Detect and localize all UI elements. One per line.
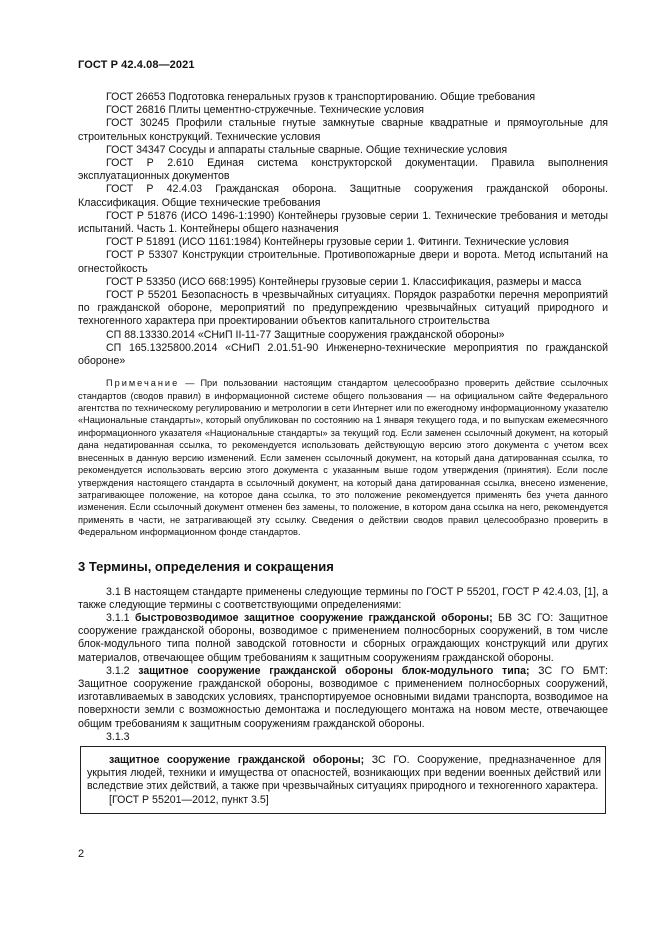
- term-3-1-3: [87, 754, 601, 794]
- section-title: 3 Термины, определения и сокращения: [78, 558, 334, 574]
- document-header: ГОСТ Р 42.4.08—2021: [78, 59, 195, 71]
- normative-references-list: [78, 91, 608, 368]
- note-text: — При пользовании настоящим стандартом целесообразно проверить действие ссылочных стандартов (сводов правил) в информационной системе общего пользования — на официальном сайте Федерального агентства по техническому регулированию и метрологии в сети Интернет или по ежегодному информационному указателю «Национальные стандарты», который опубликован по состоянию на 1 января текущего года, и по выпускам ежемесячного информационного указателя «Национальные стандарты» за текущий год. Если заменен ссылочный документ, на который дана недатированная ссылка, то рекомендуется использовать действующую версию этого документа с учетом всех внесенных в данную версию изменений. Если заменен ссылочный документ, на который дана датированная ссылка, то рекомендуется использовать версию этого документа с указанным выше годом утверждения (принятия). Если после утверждения настоящего стандарта в ссылочный документ, на который дана датированная ссылка, внесено изменение, затрагивающее положение, на которое дана ссылка, то это положение рекомендуется применять без учета данного изменения. Если ссылочный документ отменен без замены, то положение, в котором дана ссылка на него, рекомендуется применять в части, не затрагивающей эту ссылку. Сведения о действии сводов правил целесообразно проверить в Федеральном информационном фонде стандартов.: [78, 378, 608, 538]
- reference-item: ГОСТ 26653 Подготовка генеральных грузов к транспортированию. Общие требования: [106, 91, 536, 103]
- reference-item: ГОСТ Р 53350 (ИСО 668:1995) Контейнеры грузовые серии 1. Классификация, размеры и масса: [106, 275, 582, 288]
- reference-item: ГОСТ Р 55201 Безопасность в чрезвычайных ситуациях. Порядок разработки перечня мероприятий по гражданской обороне, мероприятий по предупреждению чрезвычайных ситуаций природного и техногенного характера при проектировании объектов капитального строительства: [78, 289, 608, 328]
- term-source: [ГОСТ Р 55201—2012, пункт 3.5]: [109, 793, 269, 806]
- reference-item: ГОСТ 30245 Профили стальные гнутые замкнутые сварные квадратные и прямоугольные для строительных конструкций. Технические условия: [78, 117, 608, 143]
- term-definition: ЗС ГО. Сооружение, предназначенное для укрытия людей, техники и имущества от опасностей, возникающих при ведении военных действий или вследствие этих действий, а также при чрезвычайных ситуациях природного и техногенного характера.: [87, 753, 601, 793]
- note-label: Примечание: [106, 378, 180, 389]
- reference-item: ГОСТ Р 51876 (ИСО 1496-1:1990) Контейнеры грузовые серии 1. Технические требования и методы испытаний. Часть 1. Контейнеры общего назначения: [78, 209, 608, 236]
- reference-item: ГОСТ 34347 Сосуды и аппараты стальные сварные. Общие технические условия: [106, 143, 508, 156]
- page-content: [78, 91, 608, 814]
- reference-item: ГОСТ Р 2.610 Единая система конструкторской документации. Правила выполнения эксплуатационных документов: [78, 157, 608, 183]
- term-3-1-3-box: [80, 746, 606, 814]
- term-number: 3.1.2: [106, 664, 139, 677]
- reference-item: ГОСТ 26816 Плиты цементно-стружечные. Технические условия: [106, 104, 424, 117]
- term-3-1-1: [78, 612, 608, 665]
- reference-item: СП 88.13330.2014 «СНиП II-11-77 Защитные сооружения гражданской обороны»: [106, 328, 505, 341]
- note-paragraph: [78, 377, 608, 538]
- term-name: защитное сооружение гражданской обороны;: [109, 753, 365, 766]
- reference-item: ГОСТ Р 53307 Конструкции строительные. Противопожарные двери и ворота. Метод испытаний на огнестойкость: [78, 249, 608, 275]
- reference-item: СП 165.1325800.2014 «СНиП 2.01.51-90 Инженерно-технические мероприятия по гражданской обороне»: [78, 341, 608, 368]
- term-3-1-2: [78, 665, 608, 731]
- term-3-1-3-number: 3.1.3: [106, 730, 130, 743]
- term-definition: ЗС ГО БМТ: Защитное сооружение гражданской обороны, возводимое с применением полносборных сооружений, изготавливаемых в заводских условиях, транспортируемое основными видами транспорта, возводимое на поверхности земли с возможностью демонтажа и последующего монтажа на новом месте, отвечающее общим требованиям к защитным сооружениям гражданской обороны.: [78, 664, 608, 730]
- term-definition: БВ ЗС ГО: Защитное сооружение гражданской обороны, возводимое с применением полносборных сооружений, в том числе блок-модульного типа полной заводской готовности и сборных ограждающих конструкций или других материалов, отвечающее общим требованиям к защитным сооружениям гражданской обороны.: [78, 611, 608, 664]
- term-name: защитное сооружение гражданской обороны блок-модульного типа;: [138, 664, 530, 677]
- reference-item: ГОСТ Р 42.4.03 Гражданская оборона. Защитные сооружения гражданской обороны. Классификация. Общие технические требования: [78, 183, 608, 209]
- term-name: быстровозводимое защитное сооружение гражданской обороны;: [134, 611, 493, 624]
- term-number: 3.1.1: [106, 611, 135, 624]
- section-intro: 3.1 В настоящем стандарте применены следующие термины по ГОСТ Р 55201, ГОСТ Р 42.4.03, [1], а также следующие термины с соответствующими определениями:: [78, 585, 608, 611]
- reference-item: ГОСТ Р 51891 (ИСО 1161:1984) Контейнеры грузовые серии 1. Фитинги. Технические условия: [106, 236, 569, 249]
- page-number: 2: [78, 848, 85, 860]
